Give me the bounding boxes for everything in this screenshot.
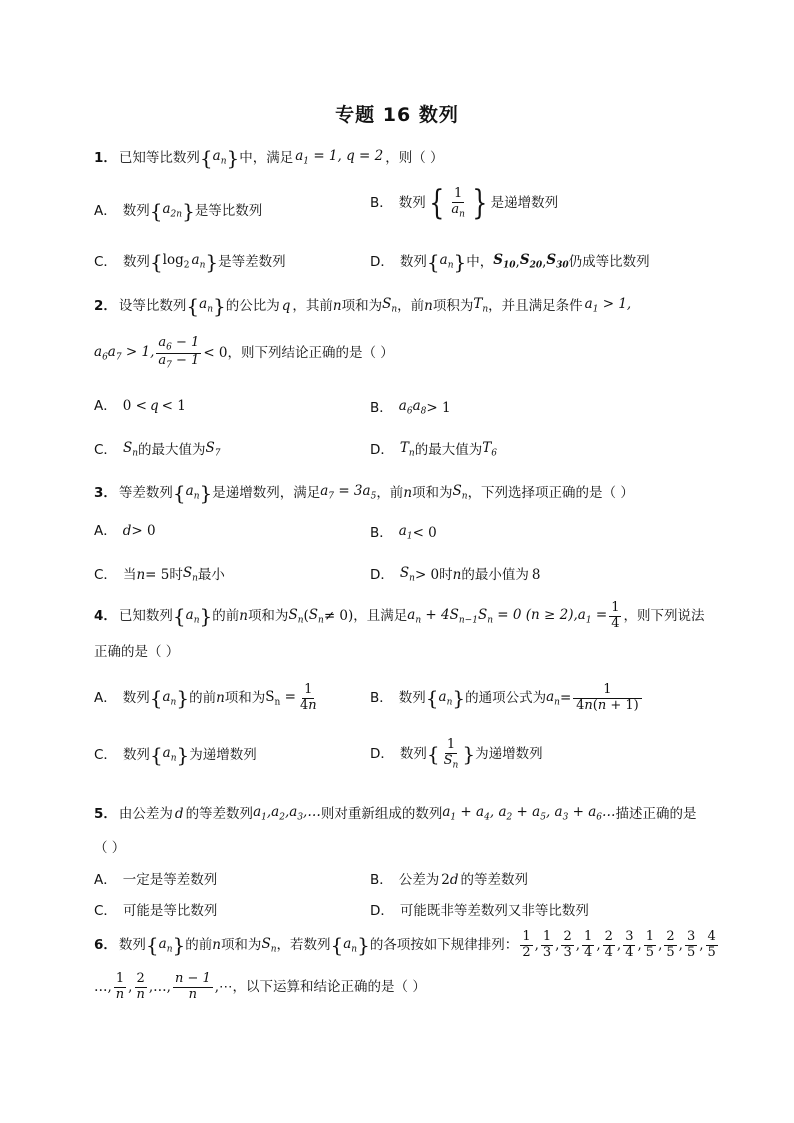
question-2-stem-line1: 2． 设等比数列 { $a_n$ } 的公比为 q ，其前 n 项和为 $S_n$ ，前 n 项积为 $T_n$ ，并且满足条件 $a_1 > 1$, — [94, 294, 632, 318]
question-5-option-d: D． 可能既非等差数列又非等比数列 — [370, 903, 589, 919]
question-5-stem: 5． 由公差为 d 的等差数列 $a_1,a_2,a_3,\dots$ 则对重新组成的数列 $a_1 + a_4$, $a_2 + a_5$, $a_3$ + $a_6\dots$ 描述正确的是 — [94, 804, 697, 823]
question-2-stem-line2: $a_6a_7 > 1$, $\frac{a_6 - 1}{a_7 - 1}$ < 0 ，则下列结论正确的是（ ） — [94, 335, 394, 371]
question-3-stem: 3． 等差数列 { $a_n$ } 是递增数列，满足 $a_7 = 3a_5$ ，前 n 项和为 $S_n$ ，下列选择项正确的是（ ） — [94, 481, 634, 505]
question-1-option-d: D． 数列 { $a_n$ } 中， $S_{10}$ , $S_{20}$ , $S_{30}$ 仍成等比数列 — [370, 250, 650, 274]
question-5-stem-line2: （ ） — [94, 840, 126, 856]
question-1-option-c: C． 数列 { $\log_2$ $a_n$ } 是等差数列 — [94, 250, 286, 274]
question-2-option-d: D． $T_n$ 的最大值为 $T_6$ — [370, 440, 497, 459]
question-3-option-a: A． d > 0 — [94, 523, 156, 539]
question-6-stem-line2: …, $\frac{1}{n}$ , $\frac{2}{n}$ ,…, $\frac{n - 1}{n}$ ,⋯ ，以下运算和结论正确的是（ ） — [94, 971, 426, 1002]
question-4-stem-line2: 正确的是（ ） — [94, 644, 180, 660]
question-6-stem-line1: 6． 数列 { $a_n$ } 的前 n 项和为 $S_n$ ，若数列 { $a_n$ } 的各项按如下规律排列： $\frac{1}{2}$ , $\frac{1}{3}$ , $\frac{2}{3}$ , $\frac{1}{4}$ , $\frac{2}{4}$ , $\frac{3}{4}$ , $\frac{1}{5}$ , $\frac{2}{5}$ , $\frac{3}{5}$ , $\frac{4}{5}$ — [94, 929, 716, 960]
question-2-option-a: A． 0 < q < 1 — [94, 398, 186, 414]
question-5-option-a: A． 一定是等差数列 — [94, 872, 218, 888]
question-3-option-c: C． 当 n = 5 时 $S_n$ 最小 — [94, 565, 225, 584]
question-4-option-c: C． 数列 { $a_n$ } 为递增数列 — [94, 743, 257, 767]
question-1-stem: 1． 已知等比数列 { $a_n$ } 中，满足 $a_1 = 1$, q = 2 ，则（ ） — [94, 146, 444, 170]
question-3-option-b: B． $a_1$ < 0 — [370, 523, 437, 542]
question-4-option-d: D． 数列 { $\frac{1}{S_n}$ } 为递增数列 — [370, 737, 543, 771]
question-5-option-c: C． 可能是等比数列 — [94, 903, 218, 919]
question-1-option-b: B． 数列 { $\frac{1}{a_n}$ } 是递增数列 — [370, 183, 559, 223]
question-number: 1． — [94, 149, 117, 166]
question-4-option-a: A． 数列 { $a_n$ } 的前 n 项和为 $S_n$ = $\frac{1}{4n}$ — [94, 682, 317, 713]
question-4-option-b: B． 数列 { $a_n$ } 的通项公式为 $a_n$ = $\frac{1}{4n(n + 1)}$ — [370, 683, 644, 714]
page-title: 专题 16 数列 — [335, 104, 459, 126]
question-5-option-b: B． 公差为 2d 的等差数列 — [370, 872, 529, 888]
question-4-stem-line1: 4． 已知数列 { $a_n$ } 的前 n 项和为 $S_n$ ( $S_n$ ≠ 0) ，且满足 $a_n + 4S_{n-1}S_n = 0$ $(n \ge 2),a_1$ = $\frac{1}{4}$ ，则下列说法 — [94, 600, 705, 631]
question-2-option-b: B． $a_6a_8$ > 1 — [370, 398, 451, 417]
question-3-option-d: D． $S_n$ > 0 时 n 的最小值为 8 — [370, 565, 541, 584]
question-1-option-a: A． 数列 { $a_{2n}$ } 是等比数列 — [94, 199, 263, 223]
question-2-option-c: C． $S_n$ 的最大值为 $S_7$ — [94, 440, 221, 459]
